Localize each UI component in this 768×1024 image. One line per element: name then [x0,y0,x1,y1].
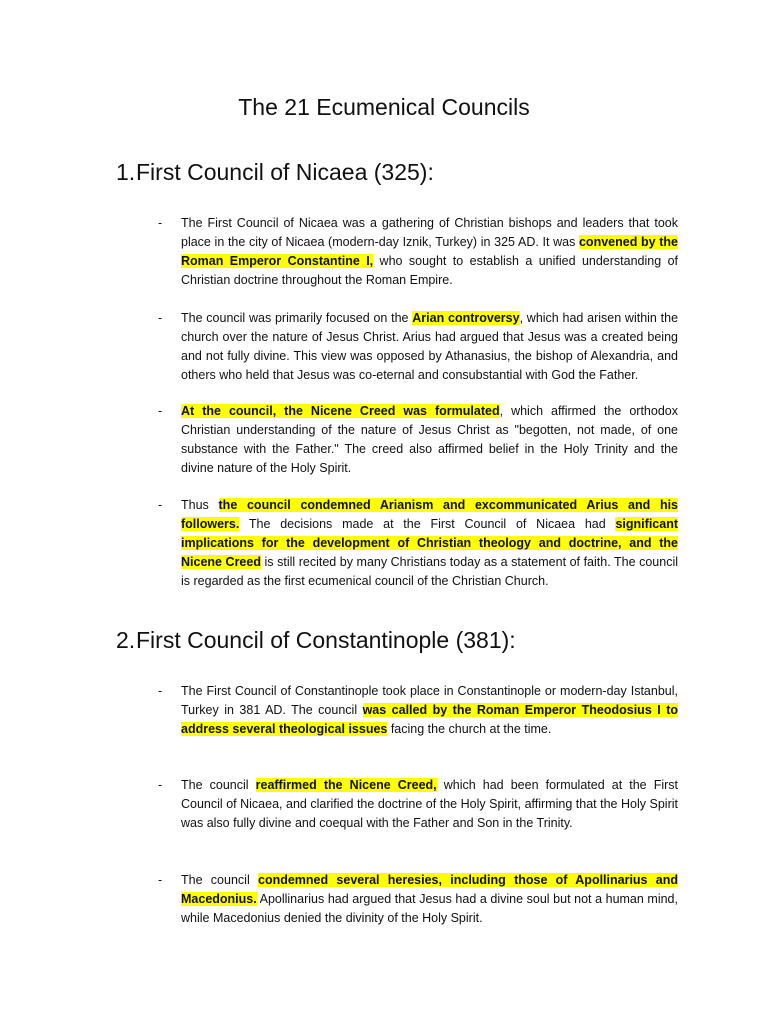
highlighted-text: was called by the Roman Emperor Theodosius I to address several theological issues [181,703,678,736]
section-number: 2. [116,627,136,653]
body-text: facing the church at the time. [387,722,552,736]
body-text: The council [181,873,258,887]
bullet-marker: - [158,216,163,230]
section-heading-text: First Council of Constantinople (381): [136,627,516,653]
paragraph-text [181,214,678,290]
body-text: , which affirmed the orthodox Christian understanding of the nature of Jesus Christ as "begotten, not made, of one substance with the Father." The creed also affirmed belief in the Holy Trinity and the divine nature of the Holy Spirit. [181,404,678,475]
highlighted-text: significant implications for the development of Christian theology and doctrine, and the Nicene Creed [181,517,678,569]
body-text: is still recited by many Christians today as a statement of faith. The council is regarded as the first ecumenical council of the Christian Church. [181,555,678,588]
body-text: who sought to establish a unified understanding of Christian doctrine throughout the Roman Empire. [181,254,678,287]
bullet-marker: - [158,311,163,325]
section-number: 1. [116,159,136,185]
paragraph-text [181,682,678,739]
bullet-marker: - [158,498,163,512]
highlighted-text: Arian controversy [412,311,520,325]
highlighted-text: condemned several heresies, including those of Apollinarius and Macedonius. [181,873,678,906]
body-text: The decisions made at the First Council of Nicaea had [239,517,616,531]
paragraph-text [181,402,678,478]
highlighted-text: convened by the Roman Emperor Constantine I, [181,235,678,268]
body-text: Thus [181,498,219,512]
body-text: which had been formulated at the First Council of Nicaea, and clarified the doctrine of the Holy Spirit, affirming that the Holy Spirit was also fully divine and coequal with the Father and Son in the Trinity. [181,778,679,830]
section-heading-2 [116,625,516,655]
body-text: Apollinarius had argued that Jesus had a divine soul but not a human mind, while Macedonius denied the divinity of the Holy Spirit. [181,892,678,925]
paragraph-text [181,871,678,928]
highlighted-text: At the council, the Nicene Creed was formulated [181,404,500,418]
body-text: The First Council of Constantinople took place in Constantinople or modern-day Istanbul, Turkey in 381 AD. The council [181,684,678,717]
body-text: , which had arisen within the church over the nature of Jesus Christ. Arius had argued that Jesus was a created being and not fully divine. This view was opposed by Athanasius, the bishop of Alexandria, and others who held that Jesus was co-eternal and consubstantial with God the Father. [181,311,679,382]
section-heading-1 [116,157,434,187]
highlighted-text: the council condemned Arianism and excommunicated Arius and his followers. [181,498,679,531]
paragraph-text [181,496,678,591]
highlighted-text: reaffirmed the Nicene Creed, [255,778,437,792]
bullet-marker: - [158,404,163,418]
body-text: The First Council of Nicaea was a gathering of Christian bishops and leaders that took place in the city of Nicaea (modern-day Iznik, Turkey) in 325 AD. It was [181,216,678,249]
section-heading-text: First Council of Nicaea (325): [136,159,434,185]
paragraph-text [181,776,678,833]
bullet-marker: - [158,873,163,887]
bullet-marker: - [158,778,163,792]
bullet-marker: - [158,684,163,698]
body-text: The council [181,778,256,792]
body-text: The council was primarily focused on the [181,311,413,325]
paragraph-text [181,309,678,385]
document-title: The 21 Ecumenical Councils [238,94,530,120]
